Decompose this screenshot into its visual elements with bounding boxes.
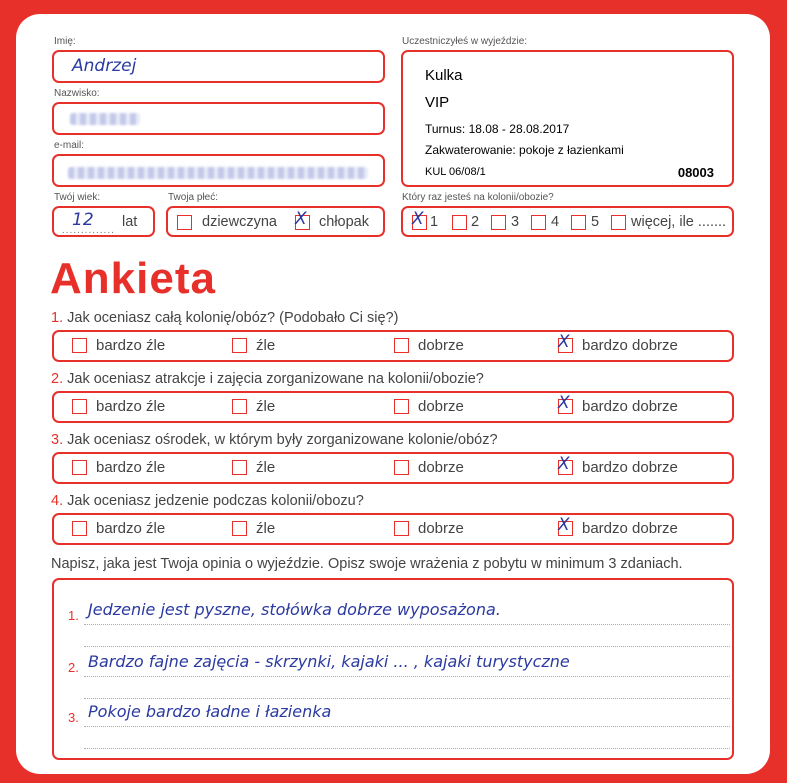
name-field[interactable] [52,50,385,83]
opinion-line-number: 1. [68,608,79,623]
option-label: dobrze [418,337,464,354]
checkbox-visit-more[interactable] [611,215,626,230]
opinion-text: Bardzo fajne zajęcia - skrzynki, kajaki ... , kajaki turystyczne [88,652,570,671]
option-label: bardzo dobrze [582,459,678,476]
checkbox-źle[interactable] [232,338,247,353]
option-label: dobrze [418,398,464,415]
checkbox-bardzo-źle[interactable] [72,521,87,536]
checkbox-visit-3[interactable] [491,215,506,230]
name-value: Andrzej [72,56,137,76]
gender-label: Twoja płeć: [168,192,219,203]
option-label: dobrze [418,520,464,537]
answer-row-4 [52,513,734,545]
checkmark-boy: X [295,209,307,229]
participant-label: Uczestniczyłeś w wyjeździe: [402,36,528,47]
checkbox-źle[interactable] [232,521,247,536]
writing-line [84,624,730,625]
checkbox-bardzo-dobrze[interactable] [558,454,573,475]
writing-line [84,748,730,749]
survey-title: Ankieta [50,254,216,303]
email-field[interactable] [52,154,385,187]
option-label: bardzo źle [96,459,166,476]
writing-line [84,698,730,699]
opinion-text: Pokoje bardzo ładne i łazienka [88,702,332,721]
question-4 [51,493,364,509]
visit-option-4: 4 [551,214,560,230]
checkbox-źle[interactable] [232,460,247,475]
checkbox-visit-1[interactable] [412,209,427,230]
option-label: dobrze [418,459,464,476]
age-value: 12 [72,210,94,230]
opinion-prompt: Napisz, jaka jest Twoja opinia o wyjeździe. Opisz swoje wrażenia z pobytu w minimum 3 zdaniach. [51,556,683,572]
surname-label: Nazwisko: [54,88,100,99]
gender-option-boy: chłopak [319,214,369,230]
age-dots: .............. [62,225,115,236]
checkbox-bardzo-źle[interactable] [72,338,87,353]
visit-option-3: 3 [511,214,520,230]
trip-name: Kulka [425,67,463,84]
question-number: 4. [51,493,68,509]
checkbox-visit-4[interactable] [531,215,546,230]
visit-option-2: 2 [471,214,480,230]
writing-line [84,646,730,647]
checkbox-visit-2[interactable] [452,215,467,230]
age-label: Twój wiek: [54,192,101,203]
question-text: Jak oceniasz całą kolonię/obóz? (Podobało Ci się?) [67,310,399,326]
question-2 [51,371,484,387]
age-unit: lat [122,214,138,230]
writing-line [84,676,730,677]
option-label: bardzo dobrze [582,398,678,415]
checkbox-girl[interactable] [177,215,192,230]
surname-field[interactable] [52,102,385,135]
survey-form [16,14,770,774]
opinion-text: Jedzenie jest pyszne, stołówka dobrze wyposażona. [88,600,501,619]
checkbox-bardzo-dobrze[interactable] [558,393,573,414]
option-label: źle [256,398,276,415]
checkbox-boy[interactable] [295,209,310,230]
checkbox-bardzo-źle[interactable] [72,460,87,475]
question-text: Jak oceniasz jedzenie podczas kolonii/obozu? [67,493,364,509]
checkbox-dobrze[interactable] [394,460,409,475]
option-label: źle [256,520,276,537]
gender-field [166,206,385,237]
question-number: 2. [51,371,68,387]
checkbox-dobrze[interactable] [394,521,409,536]
option-label: bardzo źle [96,337,166,354]
visit-field [401,206,734,237]
email-label: e-mail: [54,140,85,151]
visit-option-1: 1 [430,214,439,230]
question-text: Jak oceniasz ośrodek, w którym były zorganizowane kolonie/obóz? [67,432,498,448]
answer-row-3 [52,452,734,484]
trip-category: VIP [425,94,450,111]
checkmark: X [558,454,570,474]
option-label: bardzo dobrze [582,520,678,537]
question-number: 1. [51,310,68,326]
answer-row-1 [52,330,734,362]
visit-option-more: więcej, ile ....... [631,214,727,230]
opinion-line-number: 2. [68,660,79,675]
option-label: źle [256,337,276,354]
checkbox-źle[interactable] [232,399,247,414]
checkbox-dobrze[interactable] [394,338,409,353]
answer-row-2 [52,391,734,423]
checkmark-visit-1: X [412,209,424,229]
trip-code: KUL 06/08/1 [425,166,486,178]
trip-card [401,50,734,187]
visit-label: Który raz jesteś na kolonii/obozie? [402,192,554,203]
checkmark: X [558,393,570,413]
checkbox-bardzo-dobrze[interactable] [558,515,573,536]
checkmark: X [558,515,570,535]
option-label: bardzo źle [96,520,166,537]
checkbox-dobrze[interactable] [394,399,409,414]
writing-line [84,726,730,727]
trip-turnus: Turnus: 18.08 - 28.08.2017 [425,122,570,136]
age-field[interactable] [52,206,155,237]
checkbox-bardzo-dobrze[interactable] [558,332,573,353]
name-label: Imię: [54,36,76,47]
option-label: bardzo dobrze [582,337,678,354]
checkmark: X [558,332,570,352]
redacted-email [68,167,368,179]
checkbox-visit-5[interactable] [571,215,586,230]
visit-option-5: 5 [591,214,600,230]
trip-number: 08003 [677,165,714,180]
option-label: bardzo źle [96,398,166,415]
question-number: 3. [51,432,68,448]
question-3 [51,432,498,448]
redacted-surname [70,113,140,125]
trip-accommodation: Zakwaterowanie: pokoje z łazienkami [425,143,624,157]
opinion-line-number: 3. [68,710,79,725]
gender-option-girl: dziewczyna [202,214,277,230]
option-label: źle [256,459,276,476]
checkbox-bardzo-źle[interactable] [72,399,87,414]
question-1 [51,310,398,326]
question-text: Jak oceniasz atrakcje i zajęcia zorganizowane na kolonii/obozie? [67,371,484,387]
